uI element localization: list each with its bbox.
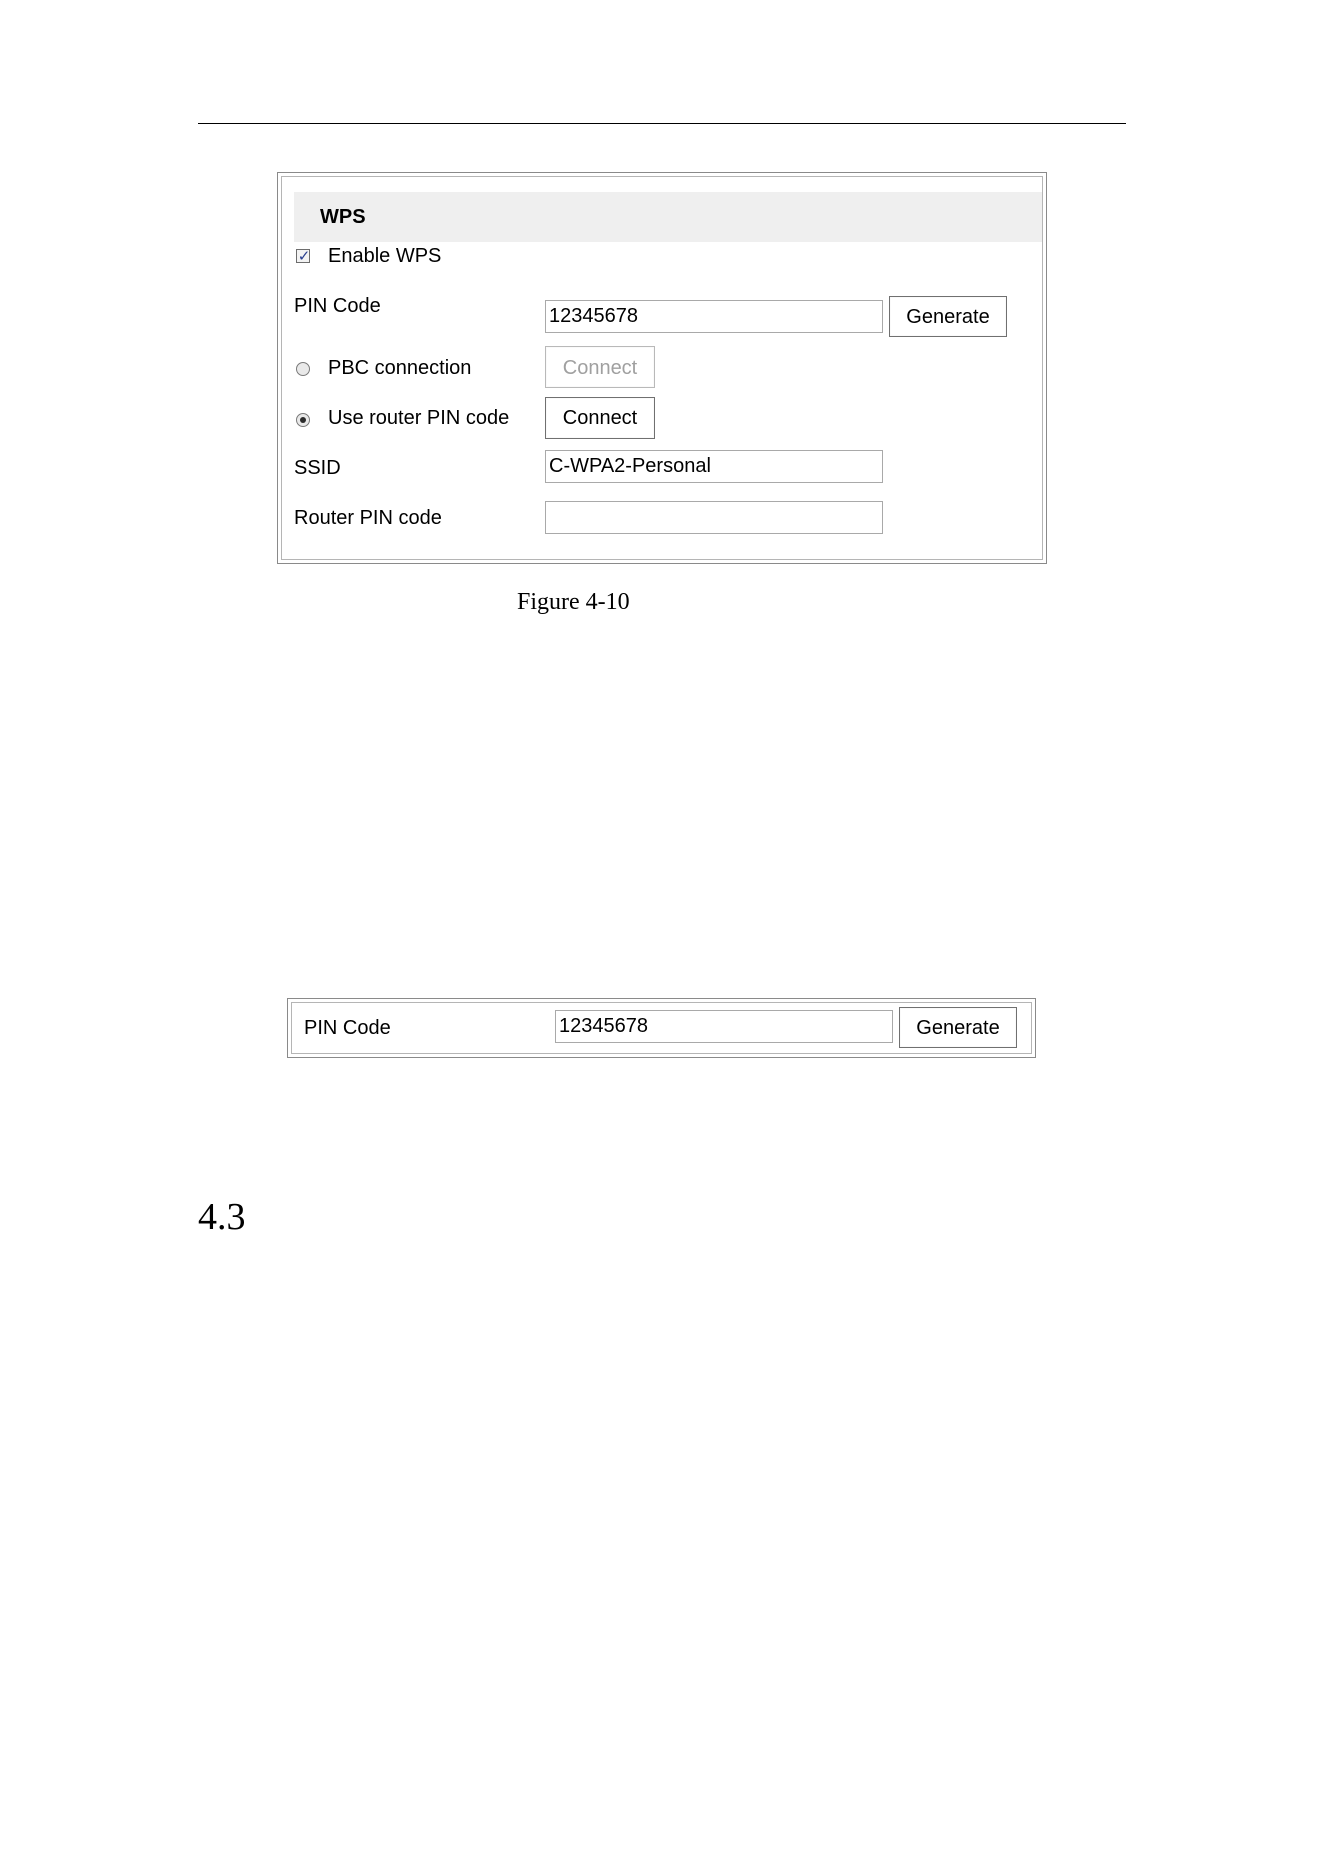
pin-code-strip xyxy=(287,998,1036,1058)
pbc-connect-button[interactable]: Connect xyxy=(545,346,655,388)
use-router-pin-label: Use router PIN code xyxy=(328,407,510,429)
wps-settings-panel xyxy=(277,172,1047,564)
router-pin-code-label: Router PIN code xyxy=(294,507,442,529)
radio-selected-dot xyxy=(300,417,306,423)
ssid-label: SSID xyxy=(294,457,341,479)
figure-caption: Figure 4-10 xyxy=(517,589,630,615)
pin-code-input[interactable]: 12345678 xyxy=(545,300,883,333)
generate-pin-button[interactable]: Generate xyxy=(889,296,1007,337)
ssid-input[interactable]: C-WPA2-Personal xyxy=(545,450,883,483)
strip-pin-code-input[interactable]: 12345678 xyxy=(555,1010,893,1043)
enable-wps-checkbox[interactable] xyxy=(296,249,310,263)
pin-code-label: PIN Code xyxy=(294,295,381,317)
use-router-pin-radio[interactable] xyxy=(296,413,310,427)
panel-title: WPS xyxy=(320,206,366,228)
enable-wps-label: Enable WPS xyxy=(328,245,442,267)
pbc-connection-label: PBC connection xyxy=(328,357,472,379)
page-header-rule xyxy=(198,123,1126,124)
strip-generate-button[interactable]: Generate xyxy=(899,1007,1017,1048)
strip-pin-code-label: PIN Code xyxy=(304,1017,391,1039)
panel-header-bar xyxy=(294,192,1042,242)
section-number: 4.3 xyxy=(198,1196,246,1238)
checkmark-icon: ✓ xyxy=(297,247,311,265)
pbc-connection-radio[interactable] xyxy=(296,362,310,376)
router-pin-code-input[interactable] xyxy=(545,501,883,534)
router-pin-connect-button[interactable]: Connect xyxy=(545,397,655,439)
